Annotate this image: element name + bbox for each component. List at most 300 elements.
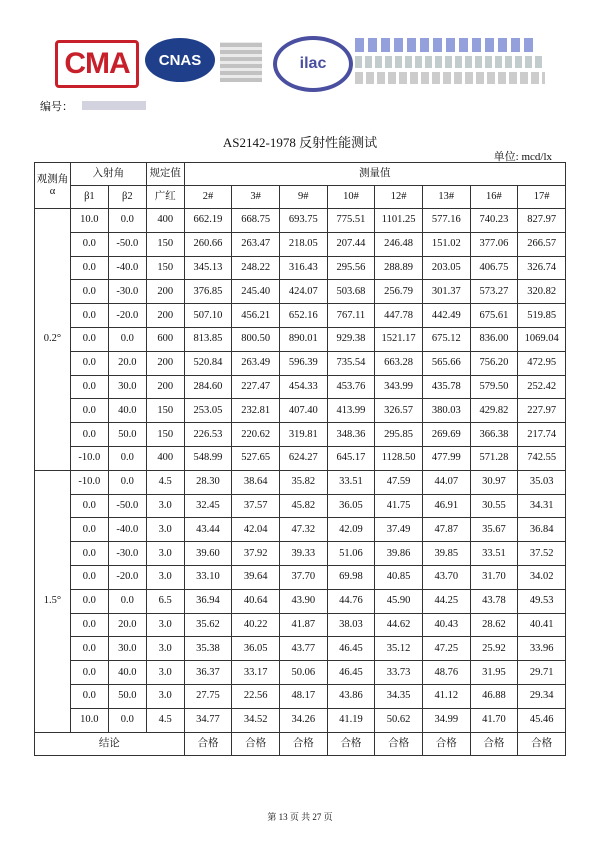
value-cell: 507.10 — [184, 304, 232, 328]
value-cell: 767.11 — [327, 304, 375, 328]
value-cell: 668.75 — [232, 209, 280, 233]
value-cell: 742.55 — [518, 446, 566, 470]
beta2-cell: -50.0 — [108, 494, 146, 518]
beta2-cell: 20.0 — [108, 351, 146, 375]
value-cell: 38.64 — [232, 470, 280, 494]
value-cell: 519.85 — [518, 304, 566, 328]
value-cell: 48.17 — [279, 684, 327, 708]
spec-cell: 4.5 — [146, 470, 184, 494]
value-cell: 51.06 — [327, 542, 375, 566]
value-cell: 48.76 — [422, 661, 470, 685]
report-header — [55, 30, 555, 100]
value-cell: 41.19 — [327, 708, 375, 732]
value-cell: 33.17 — [232, 661, 280, 685]
value-cell: 577.16 — [422, 209, 470, 233]
redacted-org-name — [355, 38, 535, 52]
value-cell: 36.05 — [232, 637, 280, 661]
beta2-cell: 0.0 — [108, 708, 146, 732]
beta2-cell: 0.0 — [108, 589, 146, 613]
beta1-cell: 0.0 — [70, 661, 108, 685]
value-cell: 45.82 — [279, 494, 327, 518]
value-cell: 256.79 — [375, 280, 423, 304]
value-cell: 472.95 — [518, 351, 566, 375]
value-cell: 316.43 — [279, 256, 327, 280]
table-row — [35, 613, 566, 637]
value-cell: 456.21 — [232, 304, 280, 328]
table-row — [35, 232, 566, 256]
value-cell: 527.65 — [232, 446, 280, 470]
value-cell: 1101.25 — [375, 209, 423, 233]
value-cell: 37.57 — [232, 494, 280, 518]
value-cell: 571.28 — [470, 446, 518, 470]
value-cell: 40.85 — [375, 565, 423, 589]
table-row — [35, 304, 566, 328]
value-cell: 596.39 — [279, 351, 327, 375]
value-cell: 47.59 — [375, 470, 423, 494]
header-color: 广红 — [146, 186, 184, 209]
beta2-cell: 50.0 — [108, 423, 146, 447]
value-cell: 43.44 — [184, 518, 232, 542]
value-cell: 40.43 — [422, 613, 470, 637]
value-cell: 1069.04 — [518, 327, 566, 351]
value-cell: 42.04 — [232, 518, 280, 542]
value-cell: 34.77 — [184, 708, 232, 732]
value-cell: 301.37 — [422, 280, 470, 304]
value-cell: 33.51 — [470, 542, 518, 566]
header-row-2 — [35, 186, 566, 209]
value-cell: 207.44 — [327, 232, 375, 256]
value-cell: 220.62 — [232, 423, 280, 447]
value-cell: 218.05 — [279, 232, 327, 256]
spec-cell: 200 — [146, 304, 184, 328]
value-cell: 245.40 — [232, 280, 280, 304]
value-cell: 227.47 — [232, 375, 280, 399]
value-cell: 50.62 — [375, 708, 423, 732]
value-cell: 269.69 — [422, 423, 470, 447]
header-sample: 17# — [518, 186, 566, 209]
value-cell: 49.53 — [518, 589, 566, 613]
value-cell: 565.66 — [422, 351, 470, 375]
value-cell: 44.76 — [327, 589, 375, 613]
obs-angle-cell: 1.5° — [35, 470, 71, 732]
table-row — [35, 494, 566, 518]
value-cell: 548.99 — [184, 446, 232, 470]
value-cell: 252.42 — [518, 375, 566, 399]
table-row — [35, 399, 566, 423]
value-cell: 424.07 — [279, 280, 327, 304]
table-row — [35, 542, 566, 566]
cma-logo-text: CMA — [64, 47, 130, 80]
beta2-cell: -50.0 — [108, 232, 146, 256]
value-cell: 662.19 — [184, 209, 232, 233]
beta2-cell: -30.0 — [108, 542, 146, 566]
value-cell: 43.77 — [279, 637, 327, 661]
conclusion-row — [35, 732, 566, 756]
redacted-org-line — [355, 72, 545, 84]
value-cell: 30.97 — [470, 470, 518, 494]
beta1-cell: 0.0 — [70, 565, 108, 589]
value-cell: 260.66 — [184, 232, 232, 256]
header-sample: 9# — [279, 186, 327, 209]
value-cell: 43.78 — [470, 589, 518, 613]
beta2-cell: 20.0 — [108, 613, 146, 637]
value-cell: 34.02 — [518, 565, 566, 589]
value-cell: 33.10 — [184, 565, 232, 589]
value-cell: 30.55 — [470, 494, 518, 518]
ilac-logo — [273, 36, 353, 92]
value-cell: 43.70 — [422, 565, 470, 589]
table-row — [35, 637, 566, 661]
beta1-cell: 0.0 — [70, 232, 108, 256]
value-cell: 43.86 — [327, 684, 375, 708]
conclusion-cell: 合格 — [470, 732, 518, 756]
value-cell: 227.97 — [518, 399, 566, 423]
value-cell: 929.38 — [327, 327, 375, 351]
value-cell: 800.50 — [232, 327, 280, 351]
value-cell: 47.25 — [422, 637, 470, 661]
table-row — [35, 470, 566, 494]
spec-cell: 200 — [146, 351, 184, 375]
value-cell: 50.06 — [279, 661, 327, 685]
value-cell: 295.56 — [327, 256, 375, 280]
value-cell: 326.57 — [375, 399, 423, 423]
value-cell: 663.28 — [375, 351, 423, 375]
value-cell: 813.85 — [184, 327, 232, 351]
value-cell: 624.27 — [279, 446, 327, 470]
value-cell: 41.70 — [470, 708, 518, 732]
value-cell: 319.81 — [279, 423, 327, 447]
value-cell: 47.87 — [422, 518, 470, 542]
beta1-cell: 0.0 — [70, 351, 108, 375]
beta1-cell: 0.0 — [70, 494, 108, 518]
value-cell: 34.35 — [375, 684, 423, 708]
beta1-cell: 0.0 — [70, 542, 108, 566]
value-cell: 33.51 — [327, 470, 375, 494]
beta2-cell: -20.0 — [108, 565, 146, 589]
conclusion-cell: 合格 — [518, 732, 566, 756]
beta1-cell: 0.0 — [70, 684, 108, 708]
value-cell: 39.60 — [184, 542, 232, 566]
spec-cell: 4.5 — [146, 708, 184, 732]
beta1-cell: -10.0 — [70, 470, 108, 494]
value-cell: 44.25 — [422, 589, 470, 613]
value-cell: 35.38 — [184, 637, 232, 661]
value-cell: 253.05 — [184, 399, 232, 423]
value-cell: 407.40 — [279, 399, 327, 423]
header-spec: 规定值 — [146, 163, 184, 186]
table-row — [35, 327, 566, 351]
value-cell: 37.92 — [232, 542, 280, 566]
value-cell: 43.90 — [279, 589, 327, 613]
value-cell: 38.03 — [327, 613, 375, 637]
cnas-logo — [145, 38, 215, 82]
value-cell: 343.99 — [375, 375, 423, 399]
value-cell: 151.02 — [422, 232, 470, 256]
value-cell: 22.56 — [232, 684, 280, 708]
value-cell: 29.71 — [518, 661, 566, 685]
value-cell: 36.05 — [327, 494, 375, 518]
value-cell: 573.27 — [470, 280, 518, 304]
value-cell: 39.85 — [422, 542, 470, 566]
value-cell: 35.82 — [279, 470, 327, 494]
value-cell: 652.16 — [279, 304, 327, 328]
value-cell: 890.01 — [279, 327, 327, 351]
cnas-logo-text: CNAS — [158, 51, 202, 69]
value-cell: 413.99 — [327, 399, 375, 423]
value-cell: 40.41 — [518, 613, 566, 637]
beta1-cell: 10.0 — [70, 708, 108, 732]
spec-cell: 400 — [146, 446, 184, 470]
spec-cell: 150 — [146, 256, 184, 280]
table-row — [35, 280, 566, 304]
beta2-cell: 30.0 — [108, 637, 146, 661]
spec-cell: 3.0 — [146, 684, 184, 708]
beta1-cell: 0.0 — [70, 637, 108, 661]
conclusion-cell: 合格 — [375, 732, 423, 756]
beta2-cell: -20.0 — [108, 304, 146, 328]
value-cell: 376.85 — [184, 280, 232, 304]
value-cell: 503.68 — [327, 280, 375, 304]
value-cell: 35.62 — [184, 613, 232, 637]
value-cell: 435.78 — [422, 375, 470, 399]
value-cell: 320.82 — [518, 280, 566, 304]
beta2-cell: 0.0 — [108, 327, 146, 351]
value-cell: 348.36 — [327, 423, 375, 447]
value-cell: 226.53 — [184, 423, 232, 447]
value-cell: 46.45 — [327, 637, 375, 661]
value-cell: 520.84 — [184, 351, 232, 375]
value-cell: 34.52 — [232, 708, 280, 732]
table-row — [35, 565, 566, 589]
beta1-cell: 0.0 — [70, 304, 108, 328]
value-cell: 37.49 — [375, 518, 423, 542]
spec-cell: 3.0 — [146, 661, 184, 685]
beta2-cell: 50.0 — [108, 684, 146, 708]
conclusion-cell: 合格 — [327, 732, 375, 756]
value-cell: 675.61 — [470, 304, 518, 328]
value-cell: 203.05 — [422, 256, 470, 280]
beta1-cell: 0.0 — [70, 589, 108, 613]
table-row — [35, 446, 566, 470]
value-cell: 266.57 — [518, 232, 566, 256]
value-cell: 345.13 — [184, 256, 232, 280]
value-cell: 380.03 — [422, 399, 470, 423]
value-cell: 37.52 — [518, 542, 566, 566]
spec-cell: 150 — [146, 232, 184, 256]
value-cell: 39.64 — [232, 565, 280, 589]
value-cell: 288.89 — [375, 256, 423, 280]
table-row — [35, 661, 566, 685]
spec-cell: 6.5 — [146, 589, 184, 613]
header-beta1: β1 — [70, 186, 108, 209]
value-cell: 429.82 — [470, 399, 518, 423]
value-cell: 442.49 — [422, 304, 470, 328]
value-cell: 217.74 — [518, 423, 566, 447]
spec-cell: 3.0 — [146, 637, 184, 661]
value-cell: 45.90 — [375, 589, 423, 613]
conclusion-cell: 合格 — [279, 732, 327, 756]
spec-cell: 3.0 — [146, 542, 184, 566]
ilac-logo-text: ilac — [299, 55, 327, 72]
value-cell: 232.81 — [232, 399, 280, 423]
beta2-cell: 0.0 — [108, 470, 146, 494]
beta1-cell: 0.0 — [70, 613, 108, 637]
value-cell: 42.09 — [327, 518, 375, 542]
value-cell: 248.22 — [232, 256, 280, 280]
value-cell: 46.88 — [470, 684, 518, 708]
value-cell: 775.51 — [327, 209, 375, 233]
value-cell: 447.78 — [375, 304, 423, 328]
value-cell: 35.03 — [518, 470, 566, 494]
spec-cell: 200 — [146, 280, 184, 304]
beta2-cell: -40.0 — [108, 256, 146, 280]
value-cell: 454.33 — [279, 375, 327, 399]
beta2-cell: -40.0 — [108, 518, 146, 542]
value-cell: 41.75 — [375, 494, 423, 518]
value-cell: 246.48 — [375, 232, 423, 256]
table-row — [35, 684, 566, 708]
spec-cell: 600 — [146, 327, 184, 351]
value-cell: 41.12 — [422, 684, 470, 708]
beta2-cell: 0.0 — [108, 209, 146, 233]
beta2-cell: 30.0 — [108, 375, 146, 399]
value-cell: 406.75 — [470, 256, 518, 280]
value-cell: 35.12 — [375, 637, 423, 661]
header-incidence: 入射角 — [70, 163, 146, 186]
table-row — [35, 256, 566, 280]
value-cell: 31.70 — [470, 565, 518, 589]
value-cell: 453.76 — [327, 375, 375, 399]
value-cell: 31.95 — [470, 661, 518, 685]
unit-label: 单位: mcd/lx — [493, 151, 552, 163]
page-footer: 第 13 页 共 27 页 — [267, 812, 333, 822]
table-row — [35, 708, 566, 732]
spec-cell: 200 — [146, 375, 184, 399]
spec-cell: 3.0 — [146, 565, 184, 589]
header-measured: 测量值 — [184, 163, 565, 186]
value-cell: 477.99 — [422, 446, 470, 470]
header-beta2: β2 — [108, 186, 146, 209]
value-cell: 36.94 — [184, 589, 232, 613]
value-cell: 32.45 — [184, 494, 232, 518]
cma-logo — [55, 40, 139, 88]
redacted-mark — [220, 42, 262, 82]
table-row — [35, 423, 566, 447]
value-cell: 27.75 — [184, 684, 232, 708]
table-row — [35, 375, 566, 399]
value-cell: 295.85 — [375, 423, 423, 447]
value-cell: 263.47 — [232, 232, 280, 256]
value-cell: 1521.17 — [375, 327, 423, 351]
beta2-cell: 40.0 — [108, 399, 146, 423]
spec-cell: 400 — [146, 209, 184, 233]
value-cell: 579.50 — [470, 375, 518, 399]
beta1-cell: 10.0 — [70, 209, 108, 233]
page-title: AS2142-1978 反射性能测试 — [222, 135, 378, 150]
value-cell: 693.75 — [279, 209, 327, 233]
header-sample: 3# — [232, 186, 280, 209]
value-cell: 40.22 — [232, 613, 280, 637]
value-cell: 69.98 — [327, 565, 375, 589]
header-sample: 12# — [375, 186, 423, 209]
value-cell: 28.30 — [184, 470, 232, 494]
value-cell: 44.07 — [422, 470, 470, 494]
reflectivity-table — [34, 162, 566, 756]
value-cell: 44.62 — [375, 613, 423, 637]
conclusion-cell: 合格 — [184, 732, 232, 756]
beta2-cell: 0.0 — [108, 446, 146, 470]
conclusion-label: 结论 — [35, 732, 185, 756]
header-sample: 16# — [470, 186, 518, 209]
value-cell: 377.06 — [470, 232, 518, 256]
value-cell: 263.49 — [232, 351, 280, 375]
value-cell: 284.60 — [184, 375, 232, 399]
value-cell: 46.45 — [327, 661, 375, 685]
value-cell: 1128.50 — [375, 446, 423, 470]
conclusion-cell: 合格 — [232, 732, 280, 756]
beta1-cell: 0.0 — [70, 327, 108, 351]
value-cell: 41.87 — [279, 613, 327, 637]
beta1-cell: 0.0 — [70, 375, 108, 399]
redacted-org-line — [355, 56, 545, 68]
value-cell: 33.96 — [518, 637, 566, 661]
value-cell: 366.38 — [470, 423, 518, 447]
obs-angle-cell: 0.2° — [35, 209, 71, 471]
value-cell: 33.73 — [375, 661, 423, 685]
value-cell: 39.86 — [375, 542, 423, 566]
value-cell: 36.37 — [184, 661, 232, 685]
header-row-1 — [35, 163, 566, 186]
beta1-cell: 0.0 — [70, 423, 108, 447]
value-cell: 40.64 — [232, 589, 280, 613]
value-cell: 45.46 — [518, 708, 566, 732]
header-obs-angle: 观测角α — [35, 163, 71, 209]
value-cell: 39.33 — [279, 542, 327, 566]
header-sample: 2# — [184, 186, 232, 209]
beta1-cell: -10.0 — [70, 446, 108, 470]
report-code-label: 编号： — [40, 101, 73, 113]
value-cell: 645.17 — [327, 446, 375, 470]
value-cell: 34.99 — [422, 708, 470, 732]
value-cell: 675.12 — [422, 327, 470, 351]
table-row — [35, 518, 566, 542]
spec-cell: 3.0 — [146, 518, 184, 542]
value-cell: 25.92 — [470, 637, 518, 661]
table-row — [35, 589, 566, 613]
value-cell: 836.00 — [470, 327, 518, 351]
beta1-cell: 0.0 — [70, 280, 108, 304]
value-cell: 35.67 — [470, 518, 518, 542]
value-cell: 34.31 — [518, 494, 566, 518]
value-cell: 37.70 — [279, 565, 327, 589]
beta2-cell: -30.0 — [108, 280, 146, 304]
value-cell: 47.32 — [279, 518, 327, 542]
redacted-report-code — [82, 101, 146, 110]
value-cell: 46.91 — [422, 494, 470, 518]
spec-cell: 3.0 — [146, 613, 184, 637]
beta1-cell: 0.0 — [70, 518, 108, 542]
spec-cell: 150 — [146, 399, 184, 423]
header-sample: 13# — [422, 186, 470, 209]
beta1-cell: 0.0 — [70, 256, 108, 280]
value-cell: 29.34 — [518, 684, 566, 708]
table-row — [35, 351, 566, 375]
value-cell: 326.74 — [518, 256, 566, 280]
value-cell: 756.20 — [470, 351, 518, 375]
value-cell: 735.54 — [327, 351, 375, 375]
value-cell: 34.26 — [279, 708, 327, 732]
value-cell: 740.23 — [470, 209, 518, 233]
